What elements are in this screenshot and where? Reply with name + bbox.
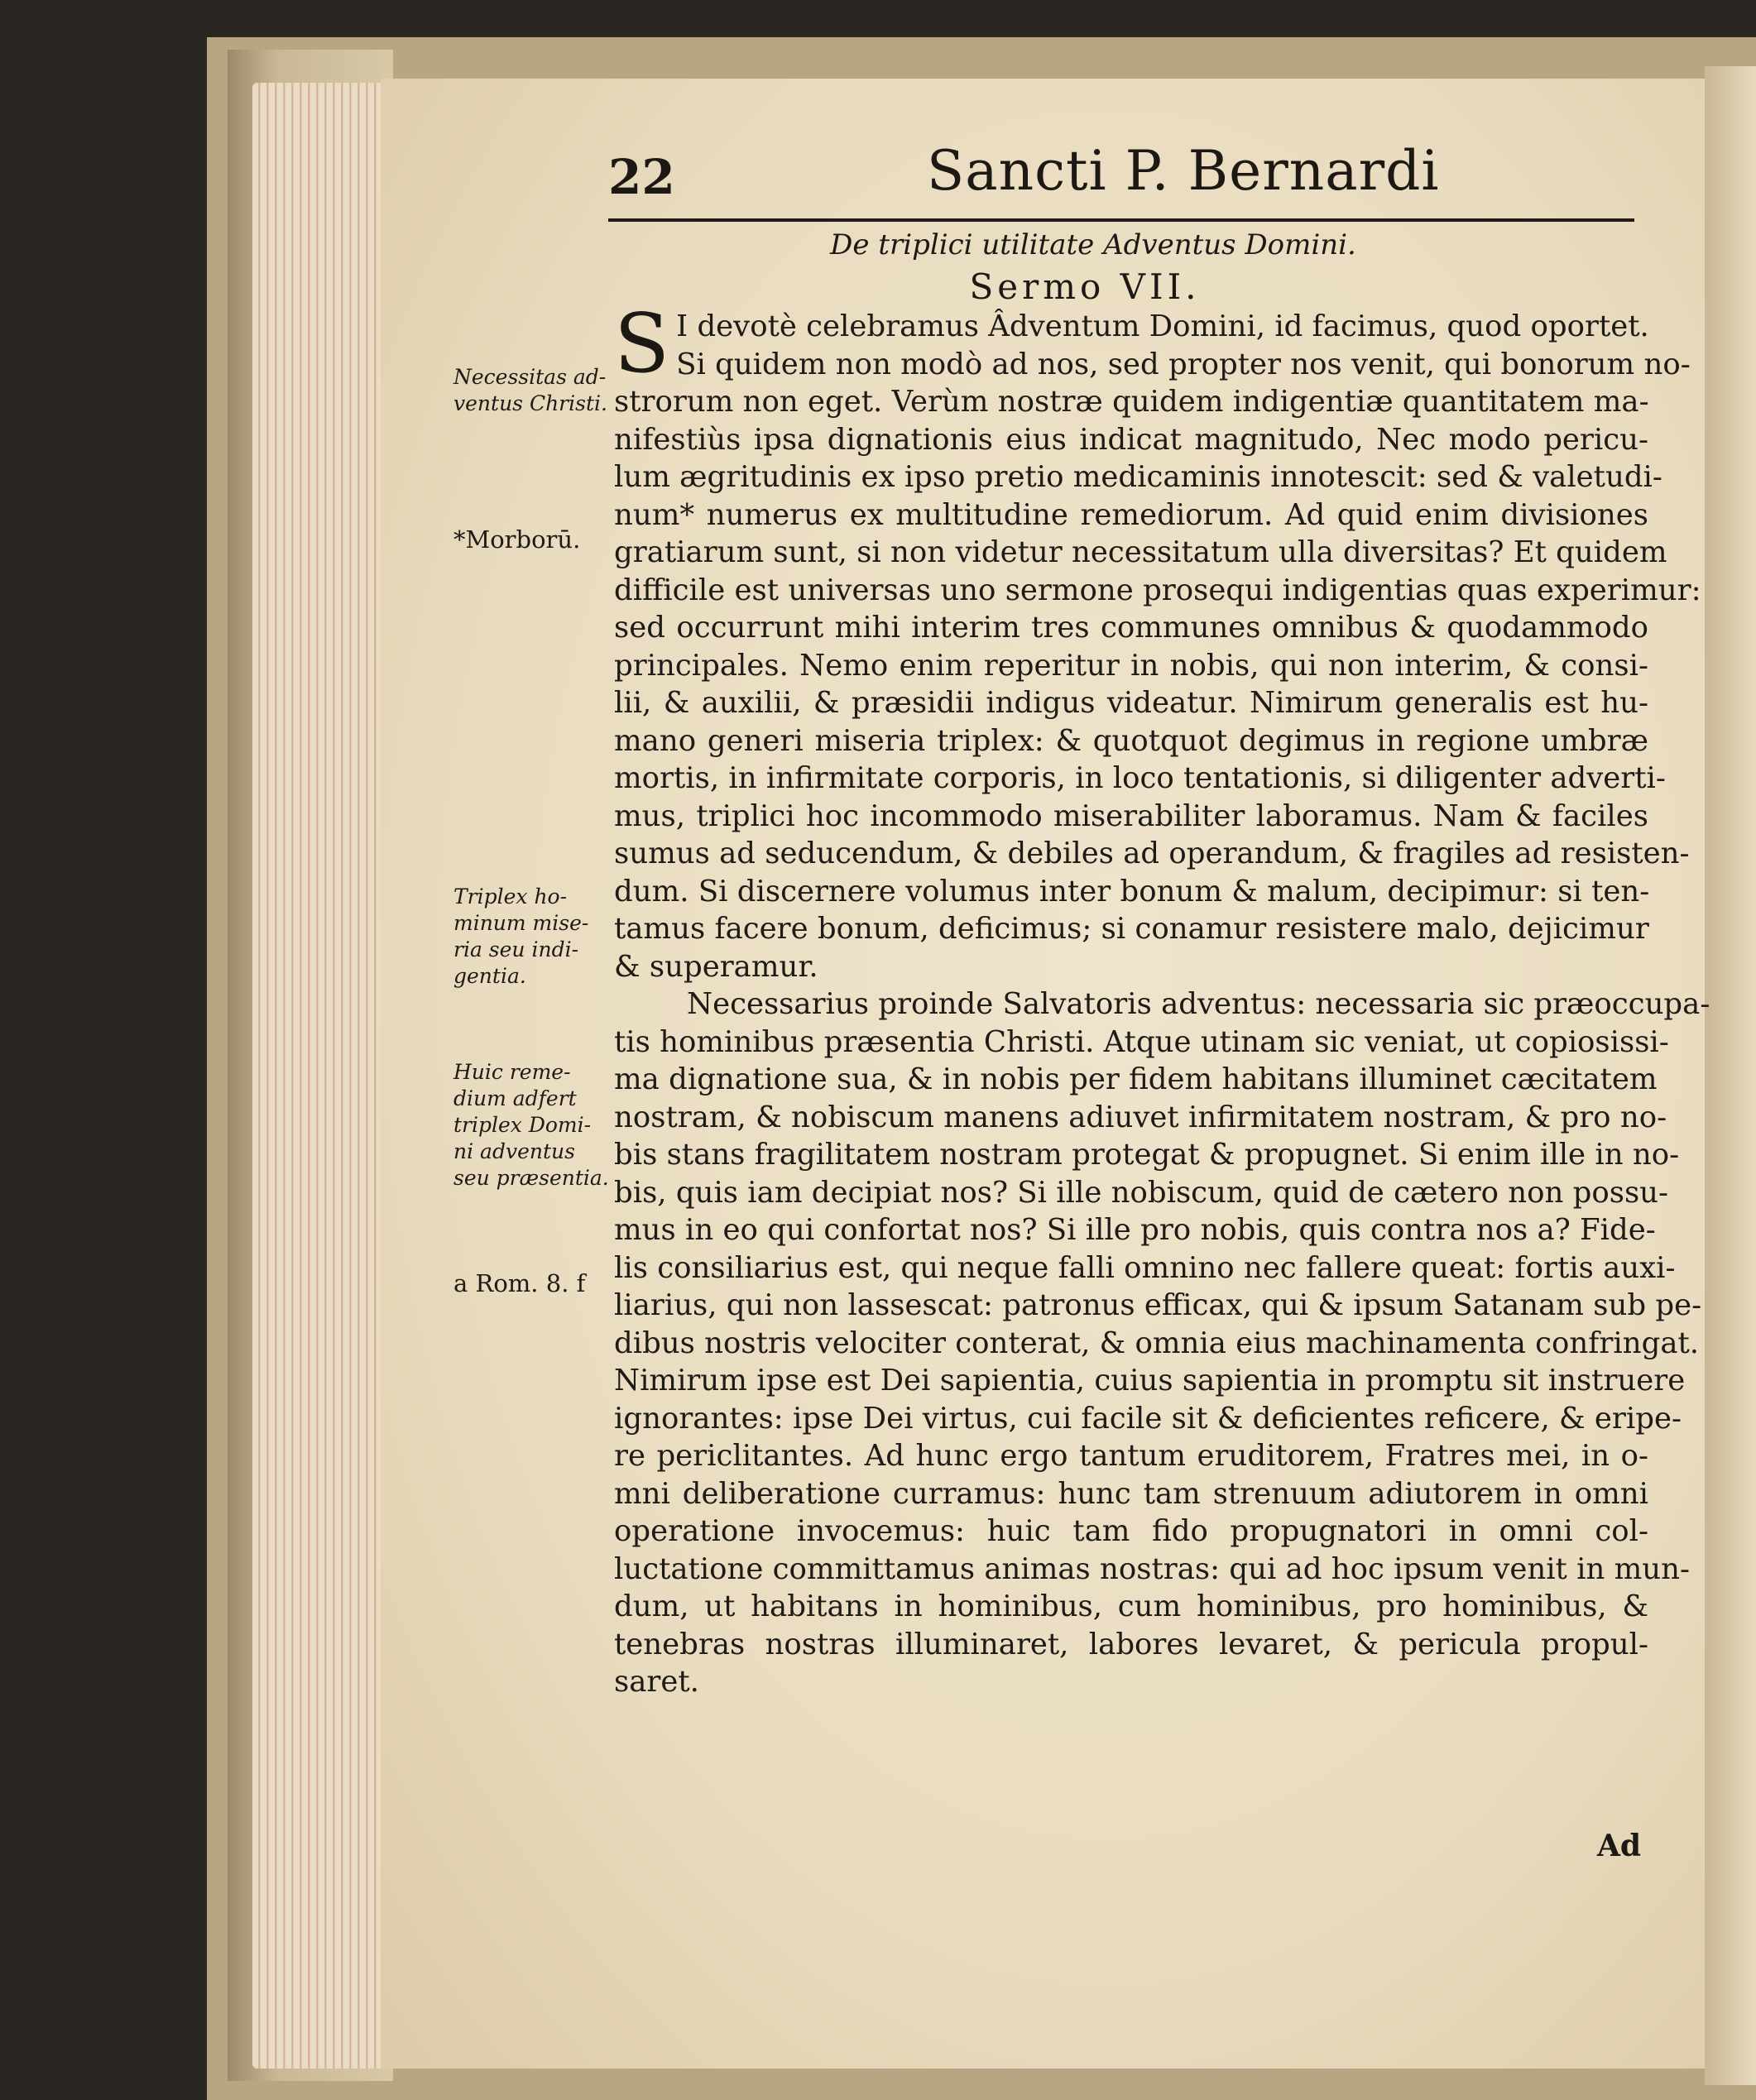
text-line: mus in eo qui confortat nos? Si ille pro nobis, quis contra nos a? Fide- <box>614 1213 1656 1247</box>
text-line: tis hominibus præsentia Christi. Atque utinam sic veniat, ut copiosissi- <box>614 1024 1669 1059</box>
text-line: operatione invocemus: huic tam fido propugnatori in omni col- <box>614 1514 1648 1548</box>
text-line: lis consiliarius est, qui neque falli omnino nec fallere queat: fortis auxi- <box>614 1250 1676 1285</box>
text-line: tenebras nostras illuminaret, labores levaret, & pericula propul- <box>614 1627 1648 1661</box>
drop-cap: S <box>614 297 670 391</box>
text-line: principales. Nemo enim reperitur in nobis, qui non interim, & consi- <box>614 648 1648 683</box>
text-line: liarius, qui non lassescat: patronus efficax, qui & ipsum Satanam sub pe- <box>614 1288 1702 1322</box>
catchword: Ad <box>1597 1829 1642 1863</box>
text-line: tamus facere bonum, deficimus; si conamur resistere malo, dejicimur <box>614 912 1649 946</box>
page-number: 22 <box>608 149 675 205</box>
text-line: Si quidem non modò ad nos, sed propter nos venit, qui bonorum no- <box>676 347 1691 381</box>
text-line: dum. Si discernere volumus inter bonum & malum, decipimur: si ten- <box>614 874 1650 909</box>
text-line: num* numerus ex multitudine remediorum. Ad quid enim divisiones <box>614 497 1648 532</box>
margin-note <box>453 526 580 553</box>
text-line: bis, quis iam decipiat nos? Si ille nobiscum, quid de cætero non possu- <box>614 1175 1669 1210</box>
margin-note-line: dium adfert <box>453 1086 577 1110</box>
margin-note <box>453 884 588 990</box>
margin-note-line: ria seu indi- <box>453 937 579 961</box>
text-line: mus, triplici hoc incommodo miserabiliter laboramus. Nam & faciles <box>614 798 1648 833</box>
text-line: sumus ad seducendum, & debiles ad operandum, & fragiles ad resisten- <box>614 837 1690 870</box>
text-line: mni deliberatione curramus: hunc tam strenuum adiutorem in omni <box>614 1476 1648 1511</box>
text-line: mano generi miseria triplex: & quotquot degimus in regione umbræ <box>614 723 1648 758</box>
text-line: difficile est universas uno sermone prosequi indigentias quas experimur: <box>614 573 1701 607</box>
sermon-title: De triplici utilitate Adventus Domini. <box>830 228 1356 261</box>
margin-note-line: Triplex ho- <box>453 885 568 909</box>
margin-note <box>453 1059 609 1191</box>
text-line: dibus nostris velociter conterat, & omnia eius machinamenta confringat. <box>614 1326 1700 1360</box>
text-line: bis stans fragilitatem nostram protegat & propugnet. Si enim ille in no- <box>614 1138 1680 1172</box>
margin-note-line: ni adventus <box>453 1139 575 1163</box>
sermon-number: Sermo VII. <box>969 266 1201 307</box>
running-head: Sancti P. Bernardi <box>927 139 1440 203</box>
text-line: lum ægritudinis ex ipso pretio medicaminis innotescit: sed & valetudi- <box>614 460 1662 494</box>
margin-note-line: *Morborū. <box>453 525 581 554</box>
text-line: strorum non eget. Verùm nostræ quidem indigentiæ quantitatem ma- <box>614 385 1649 419</box>
header-rule <box>608 218 1634 222</box>
main-text <box>614 297 1710 1701</box>
text-line: re periclitantes. Ad hunc ergo tantum eruditorem, Fratres mei, in o- <box>614 1439 1648 1473</box>
margin-note <box>453 1270 585 1297</box>
text-line: lii, & auxilii, & præsidii indigus videatur. Nimirum generalis est hu- <box>614 686 1648 720</box>
text-line: gratiarum sunt, si non videtur necessitatum ulla diversitas? Et quidem <box>614 535 1667 569</box>
text-line: dum, ut habitans in hominibus, cum hominibus, pro hominibus, & <box>614 1589 1648 1623</box>
margin-note-line: gentia. <box>453 964 526 988</box>
text-line: ma dignatione sua, & in nobis per fidem habitans illuminet cæcitatem <box>614 1062 1658 1096</box>
text-line: nifestiùs ipsa dignationis eius indicat magnitudo, Nec modo pericu- <box>614 422 1648 457</box>
text-line: mortis, in infirmitate corporis, in loco tentationis, si diligenter adverti- <box>614 761 1666 795</box>
margin-note-line: minum mise- <box>453 911 589 935</box>
text-line: Nimirum ipse est Dei sapientia, cuius sapientia in promptu sit instruere <box>614 1364 1686 1398</box>
paragraph-1 <box>614 297 1701 985</box>
paragraph-2 <box>614 985 1710 1701</box>
text-line: & superamur. <box>614 949 818 984</box>
text-line: ignorantes: ipse Dei virtus, cui facile sit & deficientes reficere, & eripe- <box>614 1401 1682 1436</box>
text-line: I devotè celebramus Âdventum Domini, id facimus, quod oportet. <box>676 309 1649 343</box>
margin-note-line: seu præsentia. <box>453 1166 609 1190</box>
text-line: luctatione committamus animas nostras: qui ad hoc ipsum venit in mun- <box>614 1551 1690 1586</box>
text-line: nostram, & nobiscum manens adiuvet infirmitatem nostram, & pro no- <box>614 1100 1667 1134</box>
margin-note <box>453 364 607 417</box>
page-edges <box>252 83 393 2069</box>
text-line: saret. <box>614 1665 699 1699</box>
margin-note-line: ventus Christi. <box>453 391 607 415</box>
margin-note-line: Huic reme- <box>453 1060 571 1084</box>
text-line: Necessarius proinde Salvatoris adventus: necessaria sic præoccupa- <box>687 987 1710 1021</box>
margin-note-line: triplex Domi- <box>453 1113 592 1137</box>
margin-note-line: a Rom. 8. f <box>453 1269 586 1297</box>
facing-page-edge <box>1705 66 1756 2085</box>
text-line: sed occurrunt mihi interim tres communes omnibus & quodammodo <box>614 611 1648 645</box>
margin-note-line: Necessitas ad- <box>453 365 607 389</box>
